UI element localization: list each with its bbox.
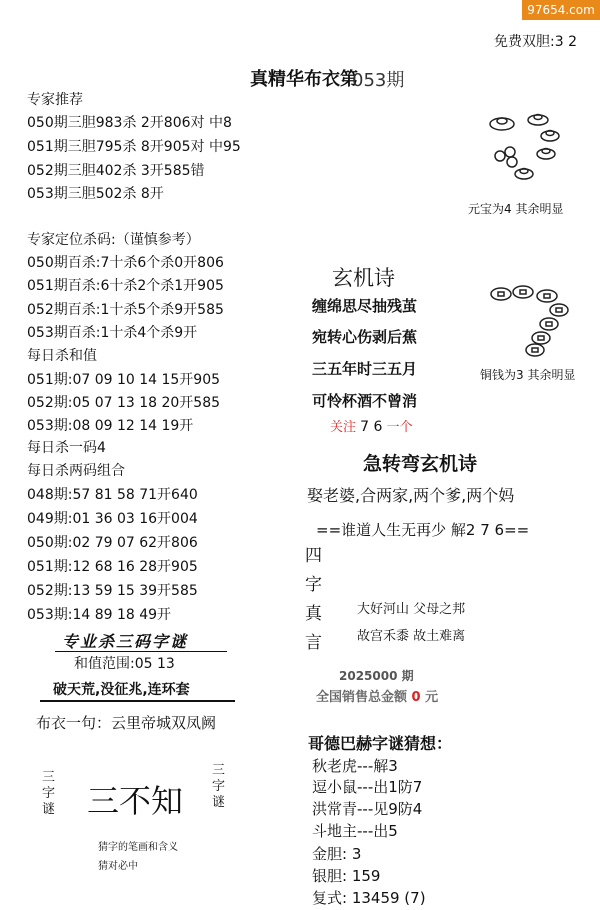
daily-sum-heading: 每日杀和值: [27, 348, 97, 364]
follow-tail: 一个: [386, 420, 413, 435]
list-item: 051期三胆795杀 8开905对 中95: [27, 139, 241, 155]
list-item: 052期三胆402杀 3开585错: [27, 163, 205, 179]
goldbach-line: 秋老虎---解3: [312, 757, 398, 775]
list-item: 051期:07 09 10 14 15开905: [27, 372, 221, 388]
four-words-line: 故宫禾黍 故土难离: [357, 629, 466, 644]
riddle-label-right: [212, 763, 230, 811]
list-item: 050期三胆983杀 2开806对 中8: [27, 115, 232, 131]
riddle-hint: 猜字的笔画和含义: [98, 842, 178, 853]
sharp-turn-verse: 娶老婆,合两家,两个爹,两个妈: [307, 486, 515, 505]
poem-line: 可怜杯酒不曾消: [312, 392, 418, 410]
sales-issue: 2025000 期: [339, 669, 414, 683]
list-item: 051期:12 68 16 28开905: [27, 559, 198, 575]
riddle-verse: 破天荒,没征兆,连环套: [53, 682, 190, 698]
riddle-hint: 猜对必中: [98, 861, 138, 872]
goldbach-line: 复式: 13459 (7): [312, 889, 426, 907]
riddle-label-char: 谜: [212, 795, 226, 810]
sharp-turn-title: 急转弯玄机诗: [363, 453, 478, 475]
sales-line: [316, 686, 438, 705]
page-title: 真精华布衣第: [250, 69, 358, 90]
riddle-label-char: 字: [212, 779, 226, 794]
list-item: 050期百杀:7十杀6个杀0开806: [27, 255, 224, 271]
riddle-label-char: 字: [42, 786, 56, 801]
four-words-char: 字: [305, 575, 322, 595]
sales-text: 全国销售总金额: [316, 690, 408, 705]
riddle-center: 三不知: [87, 782, 184, 820]
sharp-turn-answer: ==谁道人生无再少 解2 7 6==: [316, 521, 530, 539]
four-words-char: 四: [305, 546, 322, 566]
list-item: 049期:01 36 03 16开004: [27, 511, 198, 527]
list-item: 053期:08 09 12 14 19开: [27, 418, 194, 434]
four-words-char: 言: [305, 633, 322, 653]
goldbach-title: 哥德巴赫字谜猜想：: [308, 734, 453, 753]
coins-caption: 铜钱为3 其余明显: [480, 368, 576, 382]
ingots-caption: 元宝为4 其余明显: [468, 202, 564, 216]
goldbach-line: 洪常青---见9防4: [312, 800, 423, 818]
riddle-label-char: 三: [212, 763, 226, 778]
list-item: 052期:05 07 13 18 20开585: [27, 395, 221, 411]
list-item: 050期:02 79 07 62开806: [27, 535, 198, 551]
daily-one: 每日杀一码4: [27, 440, 106, 456]
poem-line: 三五年时三五月: [312, 360, 418, 378]
sales-unit: 元: [425, 690, 439, 705]
sales-amount: 0: [411, 690, 421, 705]
riddle-label-left: [42, 770, 60, 818]
four-words-line: 大好河山 父母之邦: [357, 602, 466, 617]
follow-note: [330, 416, 413, 435]
divider: [40, 700, 235, 702]
list-item: 053期:14 89 18 49开: [27, 607, 172, 623]
four-words-char: 真: [305, 604, 322, 624]
daily-two-heading: 每日杀两码组合: [27, 463, 125, 479]
goldbach-line: 逗小鼠---出1防7: [312, 778, 423, 796]
goldbach-line: 金胆: 3: [312, 845, 362, 863]
buyi-line: 布衣一句：云里帝城双凤阙: [36, 714, 217, 732]
divider: [55, 651, 227, 652]
riddle-label-char: 谜: [42, 802, 56, 817]
riddle-range: 和值范围:05 13: [74, 656, 175, 672]
list-item: 053期百杀:1十杀4个杀9开: [27, 325, 198, 341]
follow-number: 7 6: [360, 419, 383, 435]
list-item: 052期百杀:1十杀5个杀9开585: [27, 302, 224, 318]
follow-label: 关注: [330, 420, 357, 435]
poem-line: 宛转心伤剥后蕉: [312, 328, 418, 346]
four-words-label: [305, 542, 325, 658]
list-item: 051期百杀:6十杀2个杀1开905: [27, 278, 224, 294]
site-badge: 97654.com: [522, 0, 600, 20]
list-item: 048期:57 81 58 71开640: [27, 487, 198, 503]
riddle-box-title: 专业杀三码字谜: [62, 632, 189, 651]
goldbach-line: 银胆: 159: [312, 867, 381, 885]
corner-note: 免费双胆:3 2: [494, 34, 577, 50]
ingots-image: [478, 110, 588, 190]
positions-heading: 专家定位杀码:（谨慎参考）: [27, 232, 200, 248]
riddle-label-char: 三: [42, 770, 56, 785]
poem-title: 玄机诗: [332, 266, 395, 290]
issue-number: 053期: [352, 70, 405, 91]
poem-line: 缠绵思尽抽残茧: [312, 297, 418, 315]
list-item: 052期:13 59 15 39开585: [27, 583, 198, 599]
experts-heading: 专家推荐: [27, 92, 83, 108]
goldbach-line: 斗地主---出5: [312, 822, 398, 840]
coins-image: [483, 280, 583, 360]
list-item: 053期三胆502杀 8开: [27, 186, 164, 202]
